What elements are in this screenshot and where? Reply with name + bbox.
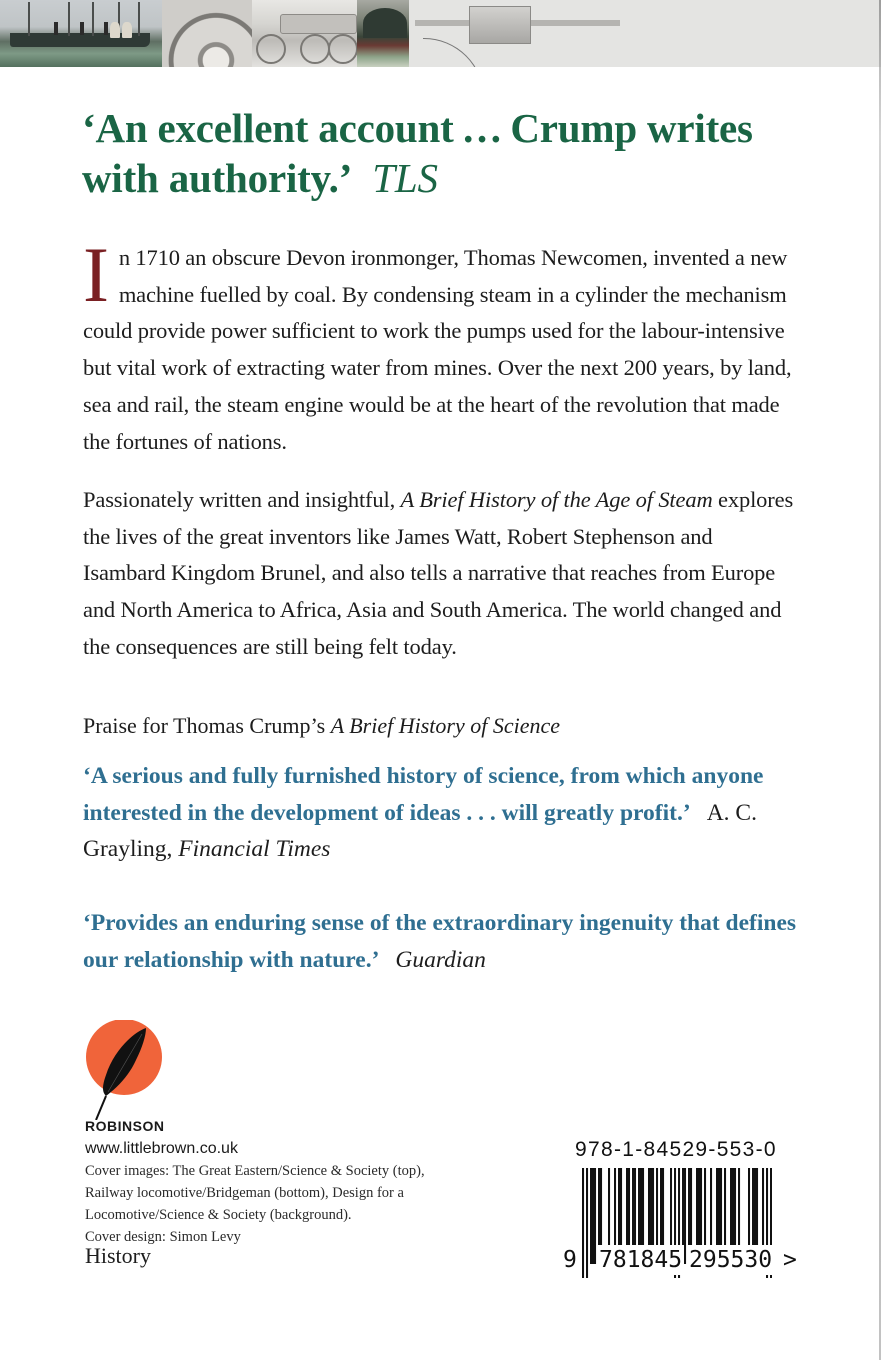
credit-line: Locomotive/Science & Society (background).: [85, 1207, 352, 1223]
praise-heading-lead: Praise for Thomas Crump’s: [83, 713, 331, 738]
review-publication: Financial Times: [178, 836, 331, 862]
railway-locomotive-image: [252, 0, 357, 67]
headline-quote-source: TLS: [372, 155, 438, 201]
review-author: A. C. Grayling,: [83, 799, 757, 862]
blurb-paragraph-2-lead: Passionately written and insightful,: [83, 487, 401, 512]
barcode-first-digit: 9: [563, 1247, 577, 1273]
feather-on-orange-sun-icon: [84, 1020, 166, 1120]
headline-quote: [82, 103, 782, 203]
locomotive-cylinder-design-image: [409, 0, 881, 67]
blurb-paragraph-1: [83, 231, 798, 460]
isbn-text: 978-1-84529-553-0: [575, 1138, 777, 1161]
review-quote-2: [83, 905, 798, 978]
headline-quote-text: ‘An excellent account … Crump writes with authority.’: [82, 105, 753, 201]
blurb-paragraph-2-text: explores the lives of the great inventors like James Watt, Robert Stephenson and Isambard Kingdom Brunel, and also tells a narrative that reaches from Europe and North America to Africa, Asia and South America. The world changed and the consequences are still being felt today.: [83, 487, 794, 659]
barcode-bar: [684, 1168, 686, 1264]
credit-line: Cover design: Simon Levy: [85, 1229, 241, 1245]
review-attribution: [395, 947, 486, 973]
review-publication: Guardian: [395, 946, 486, 973]
barcode-bar: [592, 1168, 594, 1264]
barcode-bar: [586, 1168, 588, 1278]
review-quote-1: [83, 758, 798, 868]
paddle-steamer-image: [357, 0, 409, 67]
barcode-bar: [590, 1168, 592, 1264]
praise-heading: [83, 708, 560, 744]
publisher-name: ROBINSON: [85, 1118, 165, 1134]
book-title: A Brief History of the Age of Steam: [400, 487, 713, 512]
barcode-bar: [582, 1168, 584, 1278]
barcode-quiet-zone-arrow: >: [783, 1247, 797, 1273]
genre-label: History: [85, 1243, 151, 1268]
cover-image-banner: [0, 0, 881, 67]
praise-book-title: A Brief History of Science: [330, 713, 561, 738]
barcode-left-digits: 781845: [599, 1247, 683, 1273]
credit-line: Cover images: The Great Eastern/Science & Society (top),: [85, 1163, 425, 1179]
review-quote-text: ‘A serious and fully furnished history of science, from which anyone interested in the development of ideas . . . will greatly profit.’: [83, 763, 764, 826]
publisher-url[interactable]: www.littlebrown.co.uk: [85, 1140, 238, 1157]
barcode-bar: [594, 1168, 596, 1264]
blurb-paragraph-1-text: n 1710 an obscure Devon ironmonger, Thomas Newcomen, invented a new machine fuelled by coal. By condensing steam in a cylinder the mechanism could provide power sufficient to work the pumps used for the labour-intensive but vital work of extracting water from mines. Over the next 200 years, by land, sea and rail, the steam engine would be at the heart of the revolution that made the fortunes of nations.: [83, 245, 792, 454]
credit-line: Railway locomotive/Bridgeman (bottom), Design for a: [85, 1185, 404, 1201]
paddle-wheel-image: [162, 0, 252, 67]
review-quote-text: ‘Provides an enduring sense of the extraordinary ingenuity that defines our relationship with nature.’: [83, 910, 797, 973]
cover-credits: [85, 1160, 425, 1248]
blurb-paragraph-2: [83, 482, 798, 666]
drop-cap: I: [83, 231, 109, 318]
barcode-right-digits: 295530: [689, 1247, 773, 1273]
great-eastern-ship-image: [0, 0, 162, 67]
